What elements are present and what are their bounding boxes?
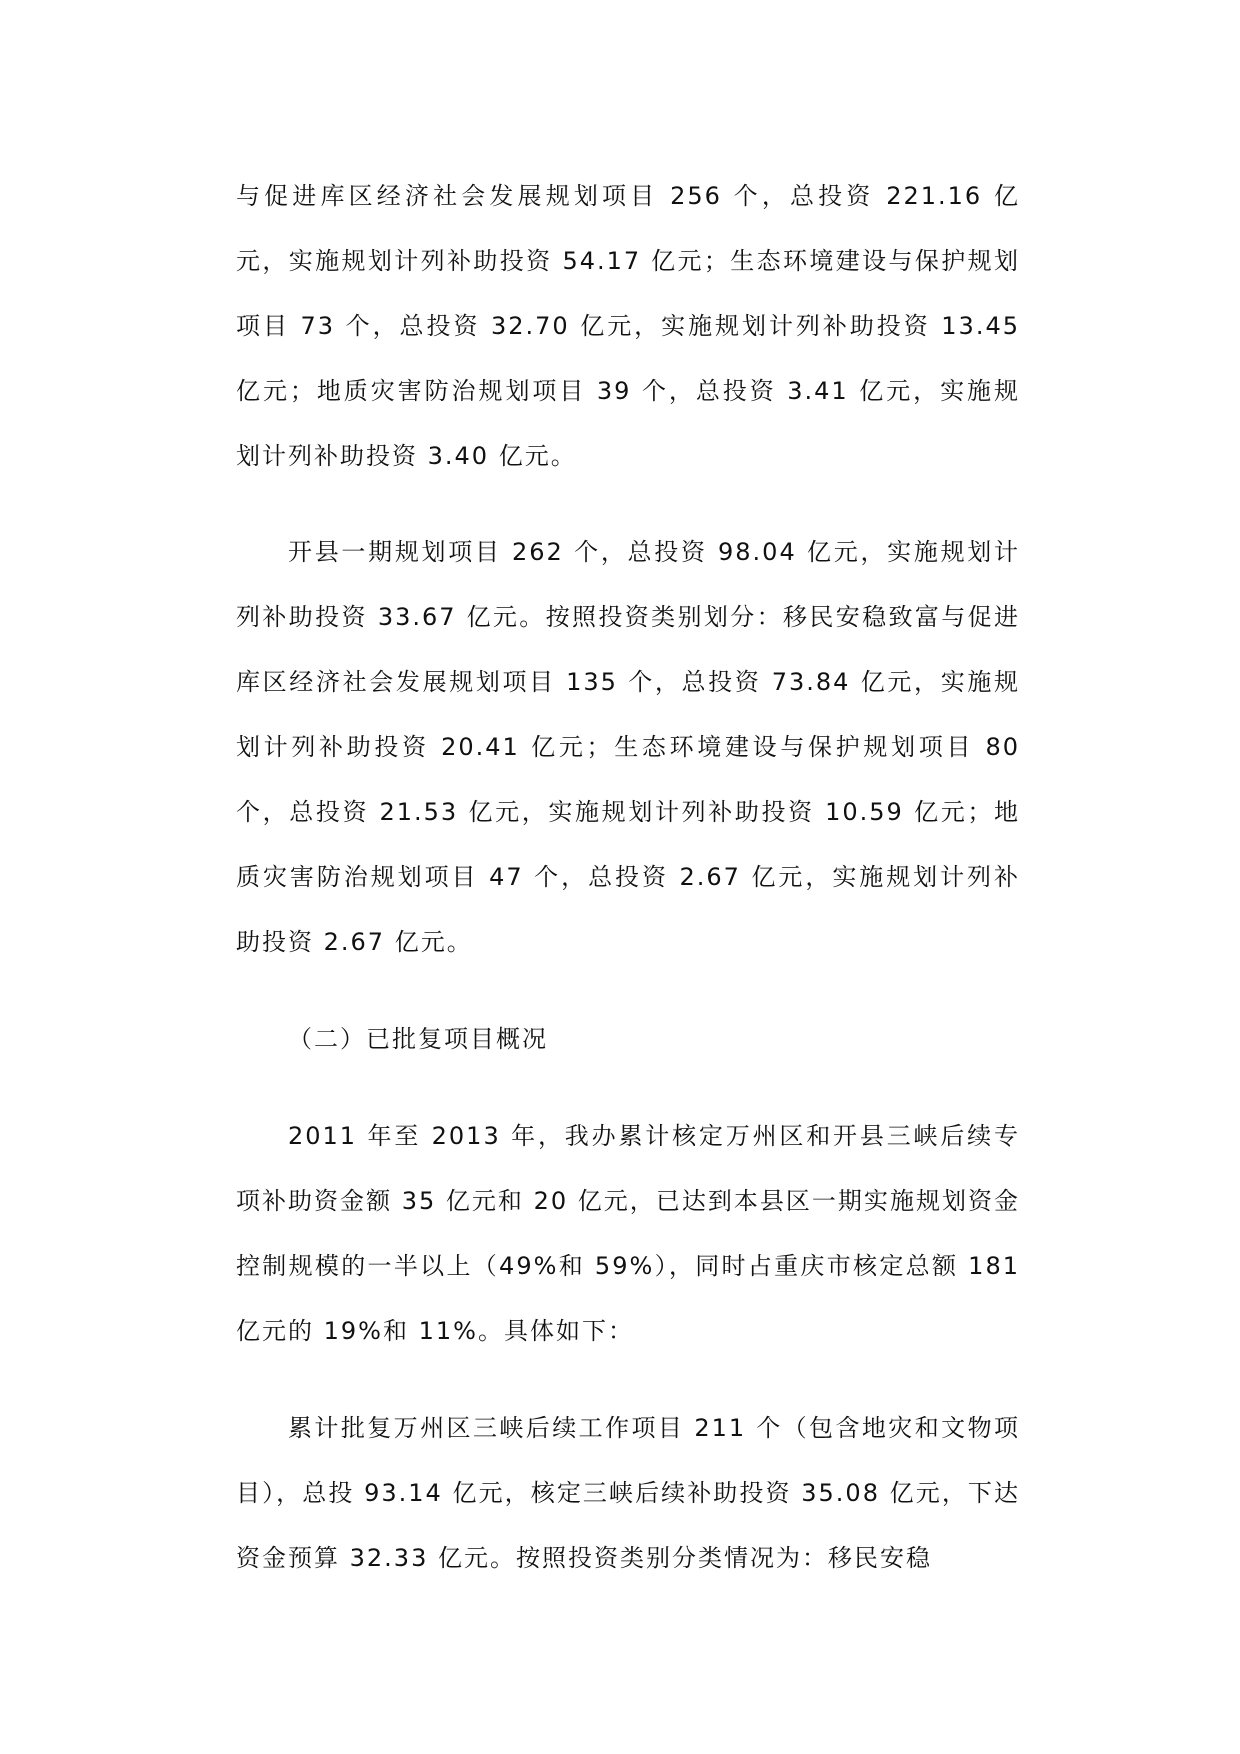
paragraph-kaixian-plan: 开县一期规划项目 262 个，总投资 98.04 亿元，实施规划计列补助投资 33.67 亿元。按照投资类别划分：移民安稳致富与促进库区经济社会发展规划项目 135 个，总投资 73.84 亿元，实施规划计列补助投资 20.41 亿元；生态环境建设与保护规划项目 80 个，总投资 21.53 亿元，实施规划计列补助投资 10.59 亿元；地质灾害防治规划项目 47 个，总投资 2.67 亿元，实施规划计列补助投资 2.67 亿元。 — [236, 538, 1020, 956]
paragraph-approved-funding-summary: 2011 年至 2013 年，我办累计核定万州区和开县三峡后续专项补助资金额 35 亿元和 20 亿元，已达到本县区一期实施规划资金控制规模的一半以上（49%和 59%），同时占重庆市核定总额 181 亿元的 19%和 11%。具体如下： — [236, 1122, 1020, 1345]
section-heading-approved-projects: （二）已批复项目概况 — [288, 1025, 548, 1053]
paragraph-wanzhou-approved-projects: 累计批复万州区三峡后续工作项目 211 个（包含地灾和文物项目），总投 93.14 亿元，核定三峡后续补助投资 35.08 亿元，下达资金预算 32.33 亿元。按照投资类别分类情况为：移民安稳 — [236, 1414, 1020, 1572]
paragraph-wanzhou-plan-continued: 与促进库区经济社会发展规划项目 256 个，总投资 221.16 亿元，实施规划计列补助投资 54.17 亿元；生态环境建设与保护规划项目 73 个，总投资 32.70 亿元，实施规划计列补助投资 13.45 亿元；地质灾害防治规划项目 39 个，总投资 3.41 亿元，实施规划计列补助投资 3.40 亿元。 — [236, 182, 1020, 470]
